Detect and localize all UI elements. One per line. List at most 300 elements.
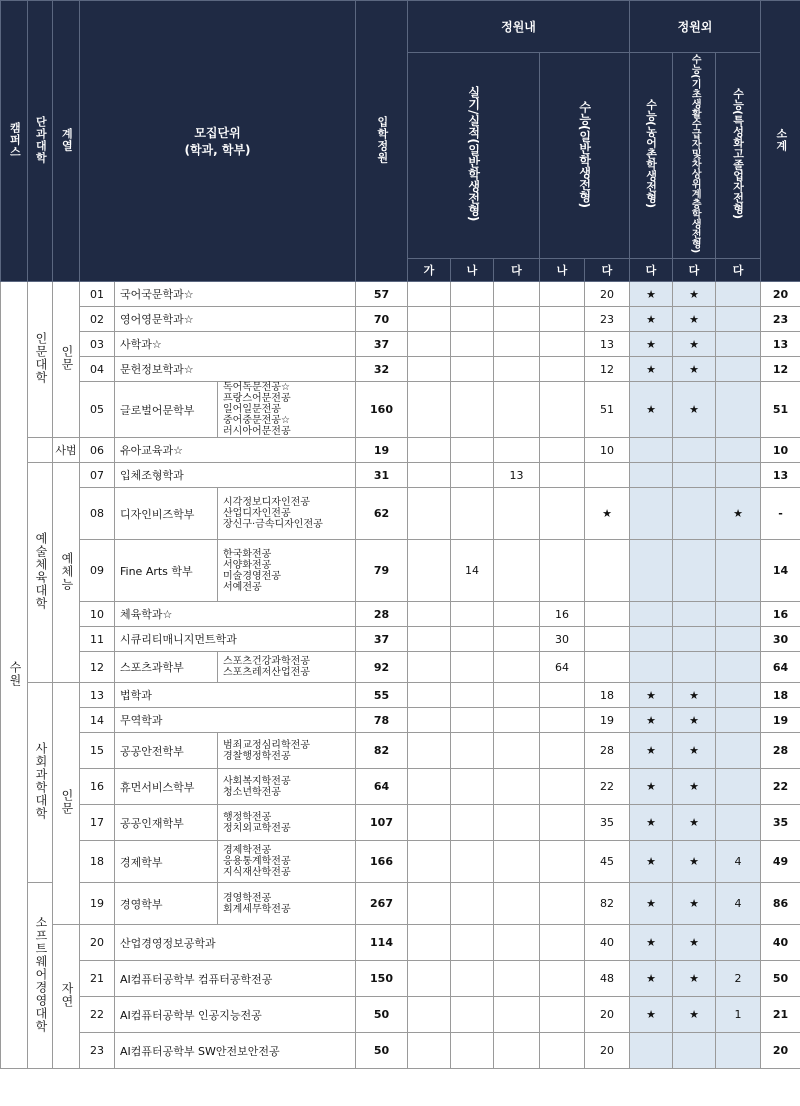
track-count: ★ xyxy=(630,961,673,997)
row-number: 19 xyxy=(80,883,115,925)
quota-value: 150 xyxy=(356,961,408,997)
series-cell xyxy=(53,282,80,438)
series-label: 자연 xyxy=(59,982,74,1008)
college-label: 예술체육대학 xyxy=(33,532,48,610)
row-number: 01 xyxy=(80,282,115,307)
track-count xyxy=(540,841,585,883)
track-count xyxy=(451,627,494,652)
quota-value: 114 xyxy=(356,925,408,961)
track-count xyxy=(451,805,494,841)
track-count xyxy=(408,602,451,627)
track-count xyxy=(494,841,540,883)
major-item: 응용통계학전공 xyxy=(223,856,291,867)
track-count xyxy=(494,438,540,463)
track-count: 40 xyxy=(585,925,630,961)
campus-label: 수원 xyxy=(7,660,22,687)
track-count: 10 xyxy=(585,438,630,463)
major-item: 러시아어문전공 xyxy=(223,426,291,437)
row-number: 17 xyxy=(80,805,115,841)
quota-value: 50 xyxy=(356,1033,408,1069)
track-count: ★ xyxy=(673,841,716,883)
table-row xyxy=(1,382,800,438)
track-count: 14 xyxy=(451,540,494,602)
track-count xyxy=(630,1033,673,1069)
row-number: 06 xyxy=(80,438,115,463)
track-count: ★ xyxy=(630,733,673,769)
quota-value: 62 xyxy=(356,488,408,540)
track-count xyxy=(716,438,761,463)
track-count: ★ xyxy=(673,769,716,805)
table-row xyxy=(1,332,800,357)
track-count xyxy=(494,883,540,925)
track-count xyxy=(630,463,673,488)
track-count xyxy=(540,307,585,332)
track-count xyxy=(408,652,451,683)
track-count xyxy=(585,627,630,652)
quota-value: 37 xyxy=(356,332,408,357)
track-count: 22 xyxy=(585,769,630,805)
row-number: 23 xyxy=(80,1033,115,1069)
track-count xyxy=(408,332,451,357)
track-count xyxy=(494,627,540,652)
track-count: ★ xyxy=(673,357,716,382)
unit-name: 시큐리티매니지먼트학과 xyxy=(115,627,356,652)
track-count xyxy=(451,997,494,1033)
track-count: 13 xyxy=(494,463,540,488)
track-count: 30 xyxy=(540,627,585,652)
track-count xyxy=(630,540,673,602)
group-label: 나 xyxy=(451,259,494,282)
series-label: 사범 xyxy=(55,444,77,457)
track-count xyxy=(630,438,673,463)
table-row xyxy=(1,883,800,925)
track-count: ★ xyxy=(630,382,673,438)
track-count xyxy=(451,332,494,357)
track-count xyxy=(408,282,451,307)
subtotal-value: 14 xyxy=(761,540,800,602)
unit-name: 체육학과☆ xyxy=(115,602,356,627)
major-list xyxy=(218,733,356,769)
track-count xyxy=(451,382,494,438)
track-count: 20 xyxy=(585,282,630,307)
header-track-vocational: 수능(특성화고졸업자전형) xyxy=(716,53,761,259)
track-count xyxy=(494,382,540,438)
track-count xyxy=(673,488,716,540)
table-row xyxy=(1,1033,800,1069)
row-number: 18 xyxy=(80,841,115,883)
track-count xyxy=(451,925,494,961)
college-label: 인문대학 xyxy=(33,332,48,384)
track-count xyxy=(494,1033,540,1069)
track-count xyxy=(673,652,716,683)
subtotal-value: 13 xyxy=(761,332,800,357)
track-count: 48 xyxy=(585,961,630,997)
table-row xyxy=(1,708,800,733)
subtotal-value: 22 xyxy=(761,769,800,805)
unit-name: 문헌정보학과☆ xyxy=(115,357,356,382)
series-cell xyxy=(53,683,80,925)
major-item: 장신구·금속디자인전공 xyxy=(223,519,323,530)
track-count: 12 xyxy=(585,357,630,382)
track-count xyxy=(540,282,585,307)
major-item: 행정학전공 xyxy=(223,811,272,823)
group-label: 다 xyxy=(630,259,673,282)
track-count xyxy=(451,488,494,540)
track-count xyxy=(408,708,451,733)
track-count: 35 xyxy=(585,805,630,841)
track-count: 18 xyxy=(585,683,630,708)
track-count xyxy=(408,683,451,708)
track-count xyxy=(451,652,494,683)
track-count: ★ xyxy=(630,307,673,332)
group-label: 다 xyxy=(494,259,540,282)
major-item: 한국화전공 xyxy=(223,548,272,560)
track-count: 64 xyxy=(540,652,585,683)
quota-value: 79 xyxy=(356,540,408,602)
major-item: 지식재산학전공 xyxy=(223,867,291,878)
track-count: ★ xyxy=(630,883,673,925)
track-count xyxy=(630,627,673,652)
track-count xyxy=(494,997,540,1033)
track-count: 20 xyxy=(585,1033,630,1069)
track-count: ★ xyxy=(673,925,716,961)
quota-value: 19 xyxy=(356,438,408,463)
major-list xyxy=(218,488,356,540)
track-count: 19 xyxy=(585,708,630,733)
quota-value: 78 xyxy=(356,708,408,733)
table-row xyxy=(1,540,800,602)
header-out-quota: 정원외 xyxy=(630,1,761,53)
unit-name: 영어영문학과☆ xyxy=(115,307,356,332)
row-number: 09 xyxy=(80,540,115,602)
track-count: ★ xyxy=(716,488,761,540)
subtotal-value: 50 xyxy=(761,961,800,997)
track-count xyxy=(673,627,716,652)
track-count xyxy=(540,805,585,841)
header-track-rural: 수능(농어촌학생전형) xyxy=(630,53,673,259)
track-count: 45 xyxy=(585,841,630,883)
track-count xyxy=(716,332,761,357)
quota-value: 107 xyxy=(356,805,408,841)
track-count xyxy=(408,805,451,841)
unit-name: 유아교육과☆ xyxy=(115,438,356,463)
track-count xyxy=(716,652,761,683)
table-row xyxy=(1,997,800,1033)
unit-name: 글로벌어문학부 xyxy=(115,382,218,438)
track-count xyxy=(585,602,630,627)
track-count xyxy=(494,488,540,540)
row-number: 04 xyxy=(80,357,115,382)
track-count xyxy=(494,683,540,708)
group-label: 다 xyxy=(673,259,716,282)
table-row xyxy=(1,961,800,997)
row-number: 07 xyxy=(80,463,115,488)
track-count xyxy=(494,602,540,627)
campus-cell xyxy=(1,282,28,1069)
track-count xyxy=(716,357,761,382)
track-count xyxy=(494,925,540,961)
subtotal-value: 16 xyxy=(761,602,800,627)
major-item: 회계세무학전공 xyxy=(223,903,291,915)
track-count xyxy=(716,769,761,805)
track-count xyxy=(408,540,451,602)
track-count: 16 xyxy=(540,602,585,627)
subtotal-value: 18 xyxy=(761,683,800,708)
track-count xyxy=(451,961,494,997)
track-count xyxy=(630,488,673,540)
track-count: ★ xyxy=(630,683,673,708)
table-header xyxy=(1,1,800,282)
track-count: 23 xyxy=(585,307,630,332)
track-count xyxy=(408,925,451,961)
track-count xyxy=(540,332,585,357)
track-count xyxy=(408,438,451,463)
row-number: 12 xyxy=(80,652,115,683)
unit-name: AI컴퓨터공학부 SW안전보안전공 xyxy=(115,1033,356,1069)
major-list xyxy=(218,769,356,805)
group-label: 가 xyxy=(408,259,451,282)
track-count xyxy=(494,708,540,733)
header-college: 단과대학 xyxy=(28,1,53,282)
unit-name: 산업경영정보공학과 xyxy=(115,925,356,961)
unit-name: 경제학부 xyxy=(115,841,218,883)
quota-value: 37 xyxy=(356,627,408,652)
major-item: 일어일문전공 xyxy=(223,404,281,415)
subtotal-value: 20 xyxy=(761,1033,800,1069)
track-count xyxy=(408,382,451,438)
major-item: 경영학전공 xyxy=(223,892,272,904)
track-count xyxy=(585,652,630,683)
unit-name: Fine Arts 학부 xyxy=(115,540,218,602)
group-label: 다 xyxy=(716,259,761,282)
track-count: ★ xyxy=(630,708,673,733)
track-count xyxy=(673,438,716,463)
track-count xyxy=(540,463,585,488)
track-count xyxy=(494,540,540,602)
major-item: 서양화전공 xyxy=(223,559,272,571)
college-label: 소프트웨어경영대학 xyxy=(33,915,48,1033)
track-count xyxy=(451,683,494,708)
track-count xyxy=(540,961,585,997)
track-count xyxy=(408,1033,451,1069)
track-count xyxy=(540,357,585,382)
header-campus: 캠퍼스 xyxy=(1,1,28,282)
quota-value: 32 xyxy=(356,357,408,382)
track-count: ★ xyxy=(673,805,716,841)
college-cell xyxy=(28,463,53,683)
subtotal-value: 28 xyxy=(761,733,800,769)
table-row xyxy=(1,652,800,683)
track-count xyxy=(408,307,451,332)
header-series: 계열 xyxy=(53,1,80,282)
track-count xyxy=(716,925,761,961)
track-count xyxy=(540,733,585,769)
track-count: ★ xyxy=(673,733,716,769)
track-count xyxy=(451,602,494,627)
track-count: 51 xyxy=(585,382,630,438)
quota-value: 50 xyxy=(356,997,408,1033)
row-number: 15 xyxy=(80,733,115,769)
track-count xyxy=(540,997,585,1033)
table-row xyxy=(1,683,800,708)
row-number: 11 xyxy=(80,627,115,652)
track-count xyxy=(540,925,585,961)
track-count xyxy=(673,602,716,627)
track-count: 2 xyxy=(716,961,761,997)
major-item: 스포츠건강과학전공 xyxy=(223,656,310,667)
header-track-csat-general: 수능(일반학생전형) xyxy=(540,53,630,259)
track-count xyxy=(540,438,585,463)
row-number: 08 xyxy=(80,488,115,540)
track-count: ★ xyxy=(630,805,673,841)
track-count xyxy=(716,463,761,488)
track-count xyxy=(408,961,451,997)
quota-value: 64 xyxy=(356,769,408,805)
series-label: 인문 xyxy=(59,345,74,371)
major-item: 범죄교정심리학전공 xyxy=(223,739,310,751)
track-count xyxy=(540,488,585,540)
track-count: ★ xyxy=(630,769,673,805)
header-track-practical: 실기/실적(일반학생전형) xyxy=(408,53,540,259)
track-count xyxy=(716,683,761,708)
track-count xyxy=(408,463,451,488)
row-number: 21 xyxy=(80,961,115,997)
series-cell xyxy=(53,463,80,683)
table-row xyxy=(1,488,800,540)
subtotal-value: 19 xyxy=(761,708,800,733)
track-count xyxy=(494,357,540,382)
major-item: 중어중문전공☆ xyxy=(223,415,290,426)
track-count xyxy=(585,540,630,602)
header-in-quota: 정원내 xyxy=(408,1,630,53)
quota-value: 160 xyxy=(356,382,408,438)
track-count xyxy=(408,883,451,925)
track-count: 13 xyxy=(585,332,630,357)
major-item: 프랑스어문전공 xyxy=(223,393,291,404)
track-count: ★ xyxy=(630,925,673,961)
major-item: 경찰행정학전공 xyxy=(223,750,291,762)
track-count xyxy=(716,602,761,627)
track-count xyxy=(716,540,761,602)
unit-name: 사학과☆ xyxy=(115,332,356,357)
series-label: 예체능 xyxy=(59,551,74,591)
track-count xyxy=(716,382,761,438)
college-cell xyxy=(28,883,53,1069)
track-count xyxy=(494,769,540,805)
track-count: ★ xyxy=(673,332,716,357)
group-label: 나 xyxy=(540,259,585,282)
unit-name: 휴먼서비스학부 xyxy=(115,769,218,805)
track-count xyxy=(630,652,673,683)
subtotal-value: 12 xyxy=(761,357,800,382)
unit-name: 디자인비즈학부 xyxy=(115,488,218,540)
track-count xyxy=(451,463,494,488)
table-row xyxy=(1,841,800,883)
subtotal-value: 35 xyxy=(761,805,800,841)
track-count: 1 xyxy=(716,997,761,1033)
track-count xyxy=(716,307,761,332)
major-item: 경제학전공 xyxy=(223,845,272,856)
table-row xyxy=(1,357,800,382)
quota-value: 57 xyxy=(356,282,408,307)
major-item: 독어독문전공☆ xyxy=(223,382,290,393)
table-row xyxy=(1,463,800,488)
college-cell xyxy=(28,282,53,438)
row-number: 10 xyxy=(80,602,115,627)
major-list xyxy=(218,540,356,602)
major-item: 정치외교학전공 xyxy=(223,822,291,834)
table-row xyxy=(1,925,800,961)
track-count xyxy=(540,683,585,708)
table-row xyxy=(1,805,800,841)
unit-name: AI컴퓨터공학부 인공지능전공 xyxy=(115,997,356,1033)
track-count xyxy=(451,438,494,463)
major-list xyxy=(218,883,356,925)
quota-value: 92 xyxy=(356,652,408,683)
row-number: 02 xyxy=(80,307,115,332)
track-count xyxy=(408,997,451,1033)
track-count: ★ xyxy=(630,357,673,382)
track-count xyxy=(716,1033,761,1069)
table-row xyxy=(1,733,800,769)
track-count xyxy=(716,282,761,307)
track-count xyxy=(540,883,585,925)
subtotal-value: 23 xyxy=(761,307,800,332)
track-count xyxy=(451,769,494,805)
table-row xyxy=(1,769,800,805)
quota-value: 28 xyxy=(356,602,408,627)
track-count xyxy=(494,307,540,332)
track-count: ★ xyxy=(673,883,716,925)
track-count xyxy=(451,841,494,883)
subtotal-value: 86 xyxy=(761,883,800,925)
row-number: 03 xyxy=(80,332,115,357)
track-count xyxy=(451,733,494,769)
unit-name: 공공안전학부 xyxy=(115,733,218,769)
college-cell xyxy=(28,438,53,463)
track-count: ★ xyxy=(673,282,716,307)
unit-name: AI컴퓨터공학부 컴퓨터공학전공 xyxy=(115,961,356,997)
major-list xyxy=(218,382,356,438)
track-count xyxy=(540,382,585,438)
track-count xyxy=(540,540,585,602)
track-count xyxy=(716,733,761,769)
major-item: 산업디자인전공 xyxy=(223,508,291,519)
header-track-basic-living: 수능(기초생활수급자및차상위계층학생전형) xyxy=(673,53,716,259)
unit-name: 국어국문학과☆ xyxy=(115,282,356,307)
major-list xyxy=(218,805,356,841)
group-label: 다 xyxy=(585,259,630,282)
table-row xyxy=(1,627,800,652)
college-cell xyxy=(28,683,53,883)
track-count: ★ xyxy=(630,841,673,883)
major-item: 청소년학전공 xyxy=(223,786,281,798)
track-count xyxy=(630,602,673,627)
unit-name: 경영학부 xyxy=(115,883,218,925)
table-row xyxy=(1,282,800,307)
track-count: ★ xyxy=(673,708,716,733)
subtotal-value: 40 xyxy=(761,925,800,961)
subtotal-value: 20 xyxy=(761,282,800,307)
row-number: 05 xyxy=(80,382,115,438)
header-subtotal: 소계 xyxy=(761,1,800,282)
track-count: 20 xyxy=(585,997,630,1033)
table-row xyxy=(1,438,800,463)
table-body xyxy=(1,282,800,1069)
track-count: ★ xyxy=(630,332,673,357)
quota-value: 31 xyxy=(356,463,408,488)
track-count xyxy=(408,357,451,382)
